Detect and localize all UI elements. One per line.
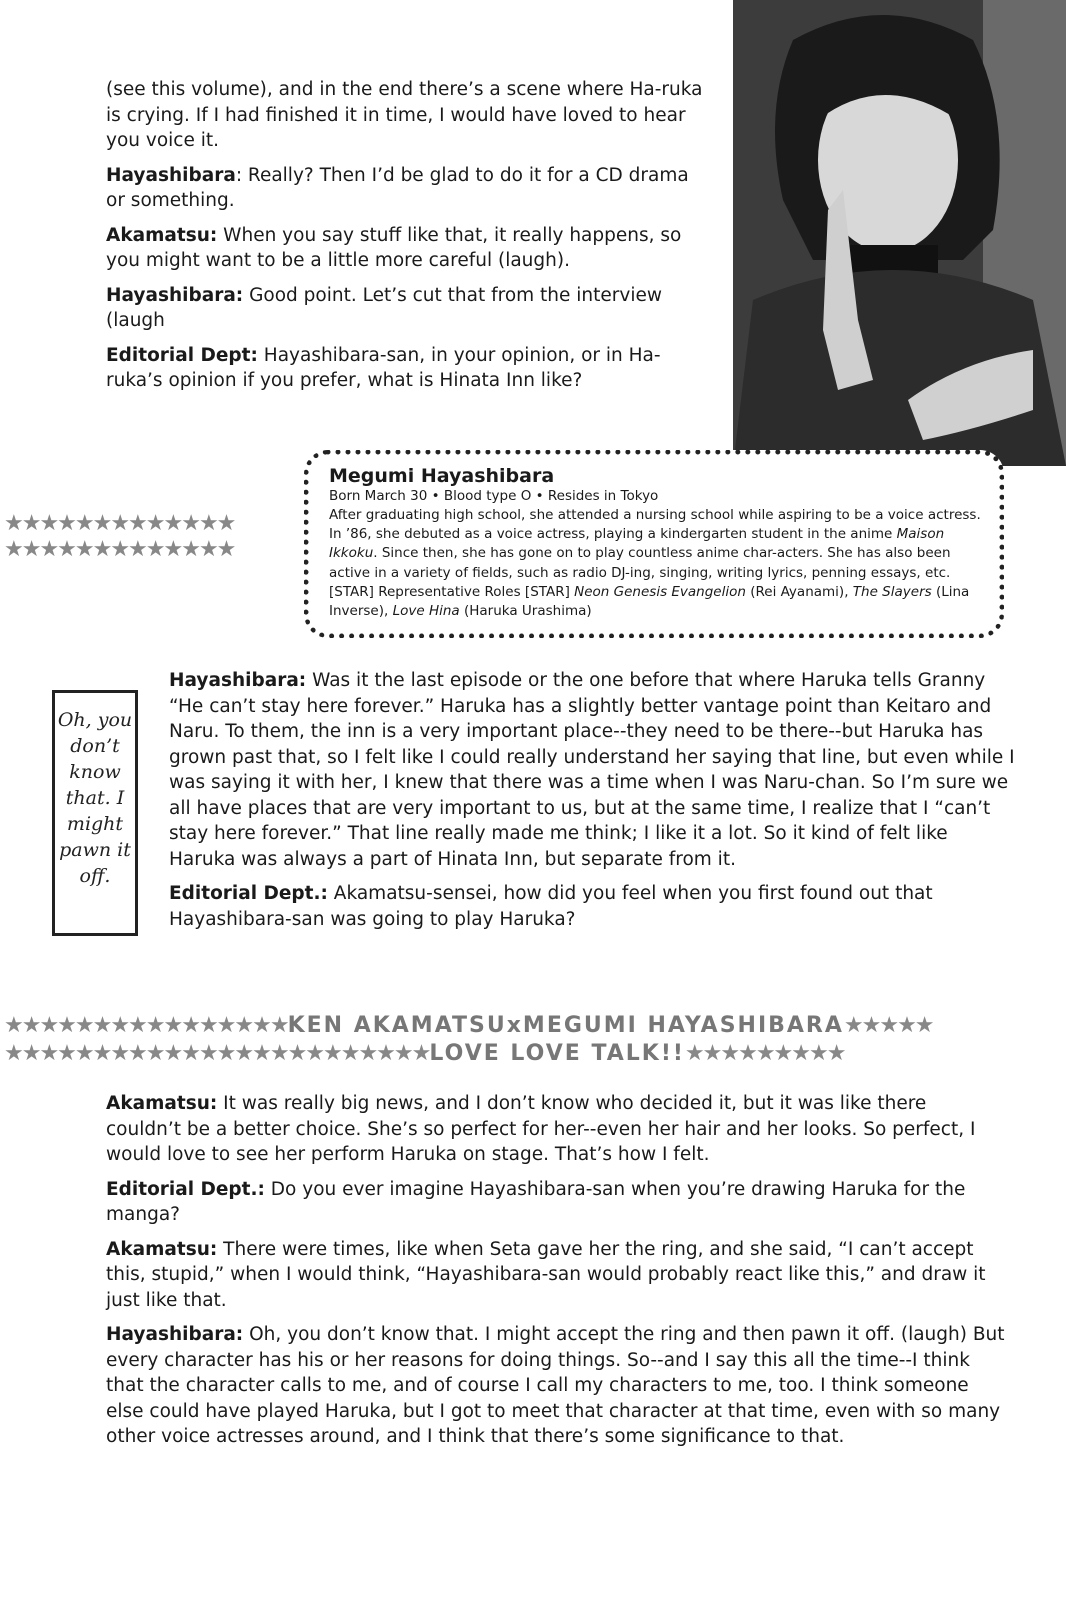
decorative-stars-row-2: ★★★★★★★★★★★★★ xyxy=(4,538,235,562)
middle-paragraph-2 xyxy=(169,881,1015,932)
talk-banner-row-1 xyxy=(4,1012,933,1040)
top-paragraph-2 xyxy=(106,163,706,214)
speaker-name: Akamatsu: xyxy=(106,224,218,246)
speech-text: Hayashibara-san, in your opinion, or in Ha-ruka’s opinion if you prefer, what is Hinata Inn like? xyxy=(106,344,661,391)
bio-text-part: . Since then, she has gone on to play countless anime char-acters. She has also been active in a variety of fields, such as radio DJ-ing, singing, writing lyrics, penning essays, etc. [STAR] Representative Roles [STAR] xyxy=(329,545,951,600)
interviewee-photo xyxy=(733,0,1066,466)
speaker-name: Hayashibara: xyxy=(169,670,307,691)
bio-text-part: (Haruka Urashima) xyxy=(459,603,592,620)
bio-text-part: (Rei Ayanami), xyxy=(745,583,853,600)
top-paragraph-4 xyxy=(106,283,706,334)
decorative-stars-row-1: ★★★★★★★★★★★★★ xyxy=(4,512,235,536)
photo-illustration xyxy=(733,0,1066,466)
top-paragraph-3 xyxy=(106,223,706,274)
speech-text: Akamatsu-sensei, how did you feel when you first found out that Hayashibara-san was going to play Haruka? xyxy=(169,883,933,930)
speaker-name: Editorial Dept.: xyxy=(169,883,328,904)
bio-name: Megumi Hayashibara xyxy=(329,465,555,487)
talk-banner-row-2 xyxy=(4,1040,844,1068)
top-paragraph-5 xyxy=(106,343,706,394)
top-paragraph-1: (see this volume), and in the end there’s a scene where Ha-ruka is crying. If I had finished it in time, I would have loved to hear you voice it. xyxy=(106,79,703,151)
top-dialogue xyxy=(106,77,706,403)
speech-text: Do you ever imagine Hayashibara-san when you’re drawing Haruka for the manga? xyxy=(106,1178,966,1225)
speaker-name: Hayashibara xyxy=(106,164,236,186)
banner-title: KEN AKAMATSUxMEGUMI HAYASHIBARA xyxy=(287,1013,844,1038)
middle-dialogue xyxy=(169,668,1015,941)
middle-paragraph-1 xyxy=(169,668,1015,872)
speaker-name: Akamatsu: xyxy=(106,1093,218,1114)
banner-subtitle: LOVE LOVE TALK!! xyxy=(429,1041,685,1066)
bottom-paragraph-1 xyxy=(106,1091,1006,1168)
speech-text: It was really big news, and I don’t know who decided it, but it was like there couldn’t be a better choice. She’s so perfect for her--even her hair and her looks. So perfect, I would love to see her perform Haruka on stage. That’s how I felt. xyxy=(106,1093,976,1165)
bio-title-italic: Love Hina xyxy=(392,603,460,620)
banner-stars: ★★★★★ xyxy=(843,1013,933,1038)
bio-facts: Born March 30 • Blood type O • Resides in Tokyo xyxy=(329,488,659,504)
banner-stars: ★★★★★★★★★★★★★★★★★★★★★★★★ xyxy=(4,1041,430,1066)
speech-text: Was it the last episode or the one before that where Haruka tells Granny “He can’t stay here forever.” Haruka has a slightly better vantage point than Keitaro and Naru. To them, the inn is a very important place--they need to be there--but Haruka has grown past that, so I felt like I could really understand her saying that line, but even while I was saying it with her, I knew that there was a time when I was Naru-chan. So I’m sure we all have places that are very important to us, but at the same time, I realize that I “can’t stay here forever.” That line really made me think; I like it a lot. So it kind of felt like Haruka was always a part of Hinata Inn, but separate from it. xyxy=(169,670,1015,870)
bio-text-part: After graduating high school, she attended a nursing school while aspiring to be a voice actress. In ’86, she debuted as a voice actress, playing a kindergarten student in the anime xyxy=(329,507,981,543)
bottom-paragraph-4 xyxy=(106,1322,1006,1450)
bio-box xyxy=(304,450,1004,638)
bio-title-italic: The Slayers xyxy=(852,583,932,600)
speech-text: Oh, you don’t know that. I might accept the ring and then pawn it off. (laugh) But every character has his or her reasons for doing things. So--and I say this all the time--I think that the character calls to me, and of course I call my characters to me, too. I think someone else could have played Haruka, but I got to meet that character at that time, even with so many other voice actresses around, and I think that there’s some significance to that. xyxy=(106,1324,1005,1447)
speaker-name: Editorial Dept.: xyxy=(106,1178,265,1200)
side-pull-quote: Oh, you don’t know that. I might pawn it off. xyxy=(52,690,138,936)
speech-text: : Really? Then I’d be glad to do it for a CD drama or something. xyxy=(106,164,689,211)
speech-text: Good point. Let’s cut that from the interview (laugh xyxy=(106,284,663,331)
bottom-dialogue xyxy=(106,1091,1006,1459)
speaker-name: Editorial Dept: xyxy=(106,344,258,366)
banner-stars: ★★★★★★★★★ xyxy=(684,1041,845,1066)
bottom-paragraph-2 xyxy=(106,1177,1006,1228)
speech-text: There were times, like when Seta gave her the ring, and she said, “I can’t accept this, stupid,” when I would think, “Hayashibara-san would probably react like this,” and draw it just like that. xyxy=(106,1238,986,1311)
speaker-name: Akamatsu: xyxy=(106,1238,218,1260)
bio-title-italic: Neon Genesis Evangelion xyxy=(574,583,746,600)
bottom-paragraph-3 xyxy=(106,1237,1006,1314)
speech-text: When you say stuff like that, it really happens, so you might want to be a little more careful (laugh). xyxy=(106,224,682,271)
bio-text-part: (Lina Inverse), xyxy=(329,583,970,620)
speaker-name: Hayashibara: xyxy=(106,284,244,306)
bio-title-italic: Maison Ikkoku xyxy=(329,526,945,562)
banner-stars: ★★★★★★★★★★★★★★★★ xyxy=(4,1013,288,1038)
speaker-name: Hayashibara: xyxy=(106,1324,244,1345)
bio-description xyxy=(329,506,983,621)
